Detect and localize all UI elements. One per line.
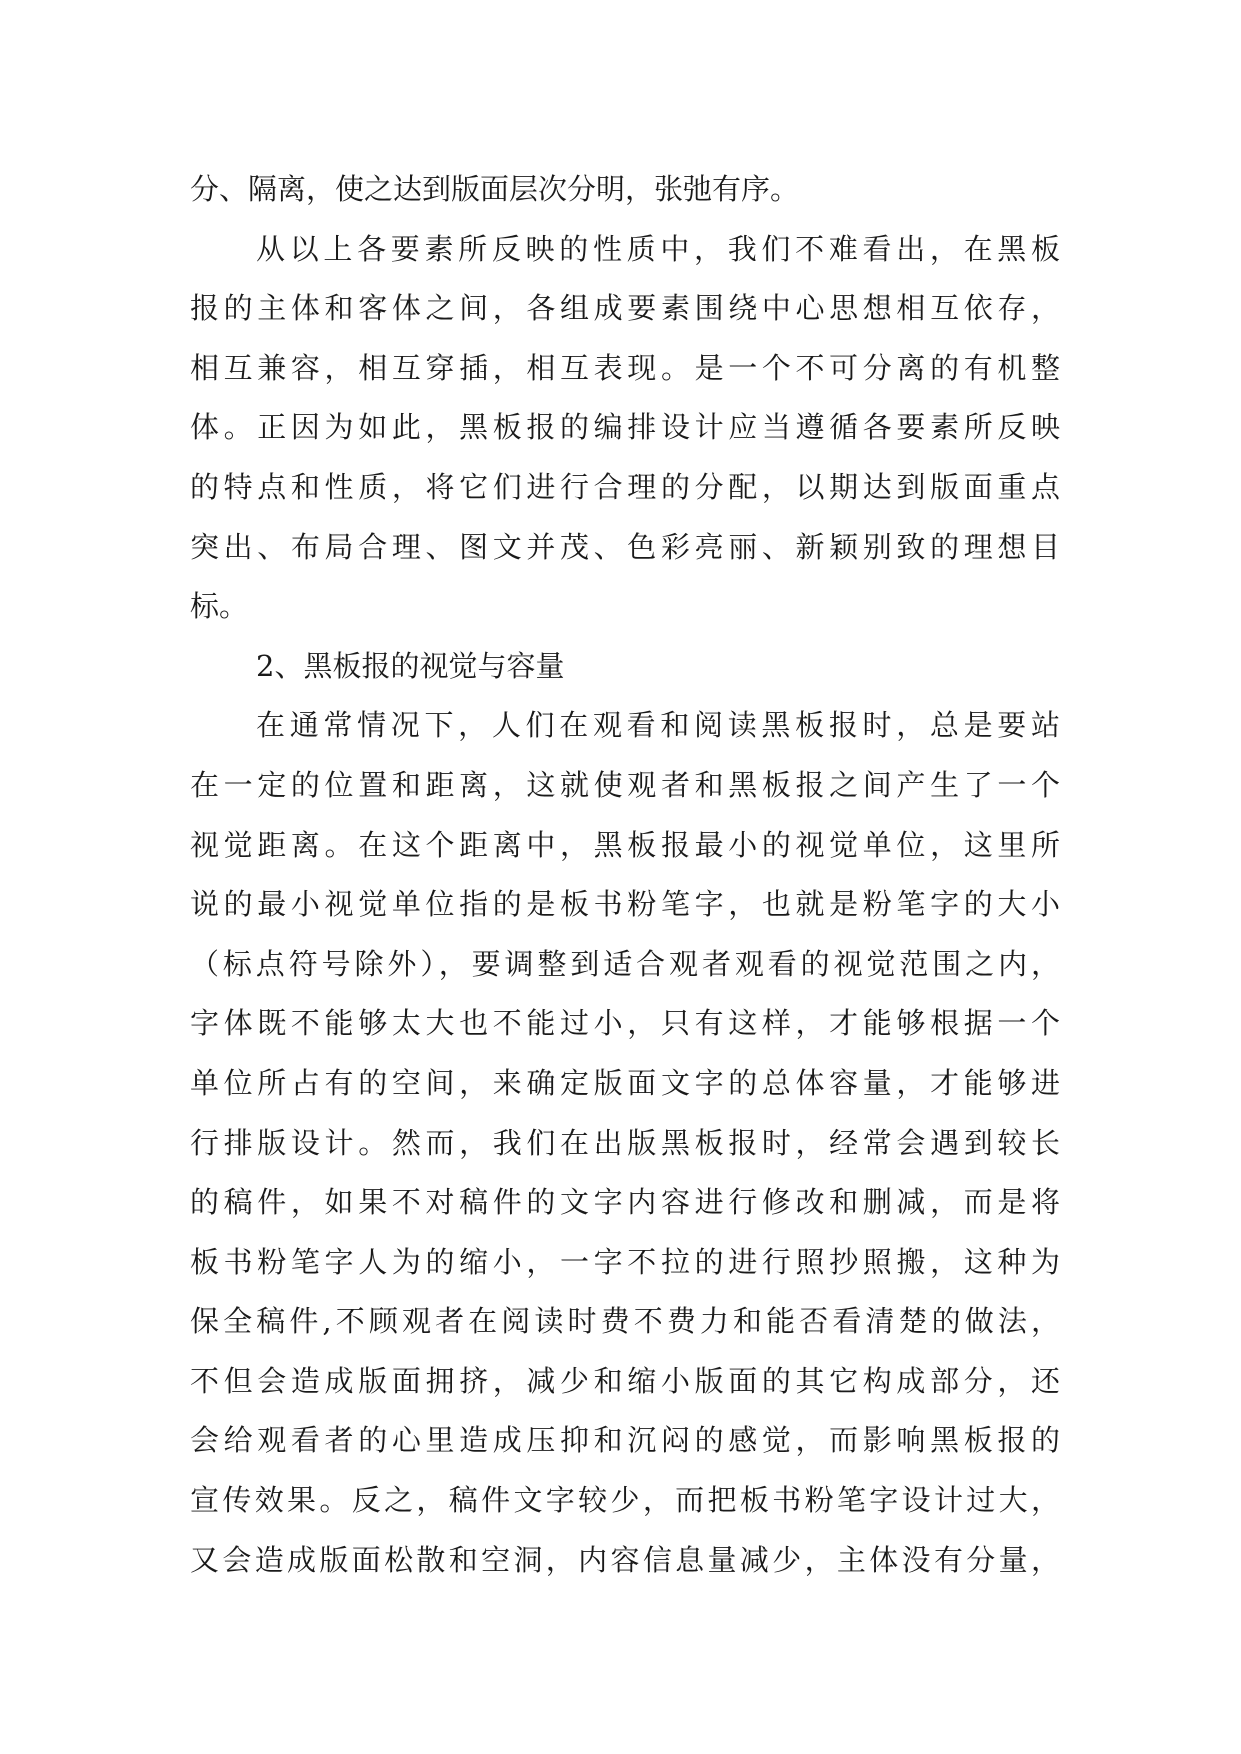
text-line: （标点符号除外），要调整到适合观者观看的视觉范围之内， [190, 946, 1060, 981]
text-line: 不但会造成版面拥挤，减少和缩小版面的其它构成部分，还 [190, 1363, 1060, 1398]
text-line: 报的主体和客体之间，各组成要素围绕中心思想相互依存， [190, 291, 1060, 326]
text-line: 的特点和性质，将它们进行合理的分配，以期达到版面重点 [190, 469, 1060, 504]
text-line: 相互兼容，相互穿插，相互表现。是一个不可分离的有机整 [190, 350, 1060, 385]
text-line: 板书粉笔字人为的缩小，一字不拉的进行照抄照搬，这种为 [190, 1244, 1060, 1279]
text-line: 会给观看者的心里造成压抑和沉闷的感觉，而影响黑板报的 [190, 1423, 1060, 1458]
section-heading: 2、黑板报的视觉与容量 [256, 648, 565, 683]
text-line: 体。正因为如此，黑板报的编排设计应当遵循各要素所反映 [190, 410, 1060, 445]
text-line: 标。 [190, 589, 249, 624]
text-line: 从以上各要素所反映的性质中，我们不难看出，在黑板 [256, 231, 1060, 266]
text-line: 分、隔离，使之达到版面层次分明，张弛有序。 [190, 172, 800, 206]
text-line: 行排版设计。然而，我们在出版黑板报时，经常会遇到较长 [190, 1125, 1060, 1160]
text-line: 保全稿件,不顾观者在阅读时费不费力和能否看清楚的做法， [190, 1304, 1060, 1339]
text-line: 的稿件，如果不对稿件的文字内容进行修改和删减，而是将 [190, 1185, 1060, 1220]
text-line: 字体既不能够太大也不能过小，只有这样，才能够根据一个 [190, 1006, 1060, 1041]
text-line: 单位所占有的空间，来确定版面文字的总体容量，才能够进 [190, 1065, 1060, 1100]
text-line: 说的最小视觉单位指的是板书粉笔字，也就是粉笔字的大小 [190, 887, 1060, 922]
text-line: 又会造成版面松散和空洞，内容信息量减少，主体没有分量， [190, 1542, 1060, 1577]
text-line: 在通常情况下，人们在观看和阅读黑板报时，总是要站 [256, 708, 1060, 743]
text-line: 宣传效果。反之，稿件文字较少，而把板书粉笔字设计过大， [190, 1483, 1060, 1518]
text-line: 突出、布局合理、图文并茂、色彩亮丽、新颖别致的理想目 [190, 529, 1060, 564]
text-line: 在一定的位置和距离，这就使观者和黑板报之间产生了一个 [190, 767, 1060, 802]
text-line: 视觉距离。在这个距离中，黑板报最小的视觉单位，这里所 [190, 827, 1060, 862]
body-text [190, 160, 1060, 1590]
